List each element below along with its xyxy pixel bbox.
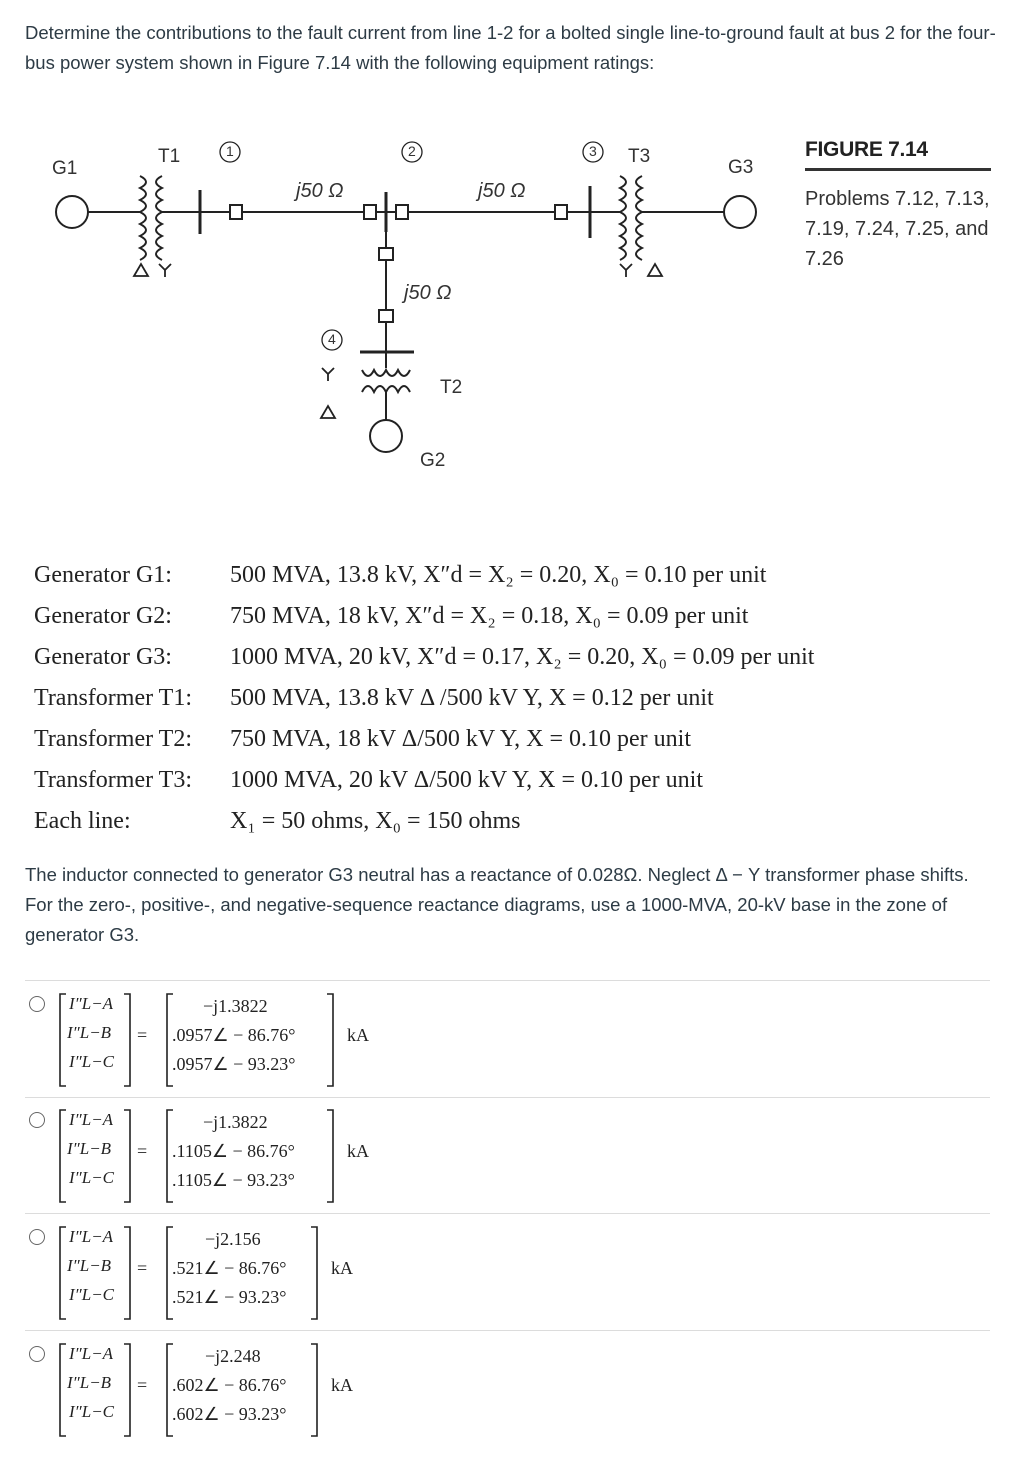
vector-label: I″L−C xyxy=(69,1285,115,1304)
matrix-entry: .1105∠ − 86.76° xyxy=(172,1141,295,1161)
matrix-entry: .0957∠ − 93.23° xyxy=(172,1054,296,1074)
spec-label: Generator G1: xyxy=(34,562,172,588)
line-24-reactance: j50 Ω xyxy=(404,282,452,304)
answer-option[interactable] xyxy=(25,1108,985,1208)
equals-sign: = xyxy=(137,1025,148,1045)
matrix-entry: −j1.3822 xyxy=(203,996,268,1016)
vector-label: I″L−A xyxy=(69,1110,114,1129)
answer-option[interactable] xyxy=(25,992,985,1092)
matrix-entry: −j2.248 xyxy=(205,1346,261,1366)
spec-value: 500 MVA, 13.8 kV, X″d = X₂ = 0.20, X₀ = 0.10 per unit xyxy=(230,562,767,588)
problem-note: The inductor connected to generator G3 neutral has a reactance of 0.028Ω. Neglect Δ − Y transformer phase shifts. For the zero-, positive-, and negative-sequence reactance diagrams, use a 1000-MVA, 20-kV base in the zone of generator G3. xyxy=(25,864,969,945)
vector-label: I″L−C xyxy=(69,1052,115,1071)
spec-value: 750 MVA, 18 kV Δ/500 kV Y, X = 0.10 per unit xyxy=(230,726,692,752)
equals-sign: = xyxy=(137,1141,148,1161)
question-text: Determine the contributions to the fault current from line 1-2 for a bolted single line-to-ground fault at bus 2 for the four-bus power system shown in Figure 7.14 with the following equipment ratings: xyxy=(25,22,996,73)
g3-symbol xyxy=(724,196,756,228)
spec-value: 1000 MVA, 20 kV Δ/500 kV Y, X = 0.10 per unit xyxy=(230,767,704,793)
matrix-entry: −j2.156 xyxy=(205,1229,261,1249)
spec-label: Transformer T1: xyxy=(34,685,192,711)
matrix-entry: .0957∠ − 86.76° xyxy=(172,1025,296,1045)
g1-symbol xyxy=(56,196,88,228)
bus-1-label: 1 xyxy=(226,143,234,159)
answer-radio[interactable] xyxy=(29,1112,45,1128)
answer-option[interactable] xyxy=(25,1225,985,1325)
unit-label: kA xyxy=(331,1258,353,1278)
t1-label: T1 xyxy=(158,146,181,167)
answer-radio[interactable] xyxy=(29,996,45,1012)
vector-label: I″L−C xyxy=(69,1402,115,1421)
equals-sign: = xyxy=(137,1258,148,1278)
figure-title-rule xyxy=(805,168,991,171)
answer-option[interactable] xyxy=(25,1342,985,1442)
unit-label: kA xyxy=(347,1141,369,1161)
t1-symbol xyxy=(140,176,146,260)
spec-value: 500 MVA, 13.8 kV Δ /500 kV Y, X = 0.12 per unit xyxy=(230,685,714,711)
bus-2-label: 2 xyxy=(408,143,416,159)
line-12-reactance: j50 Ω xyxy=(296,180,344,202)
matrix-entry: .521∠ − 93.23° xyxy=(172,1287,287,1307)
divider xyxy=(25,1213,990,1214)
vector-label: I″L−A xyxy=(69,1227,114,1246)
divider xyxy=(25,1097,990,1098)
vector-label: I″L−A xyxy=(69,994,114,1013)
spec-value: 750 MVA, 18 kV, X″d = X₂ = 0.18, X₀ = 0.09 per unit xyxy=(230,603,749,629)
answer-radio[interactable] xyxy=(29,1346,45,1362)
matrix-entry: .602∠ − 86.76° xyxy=(172,1375,287,1395)
spec-label: Generator G3: xyxy=(34,644,172,670)
spec-value: 1000 MVA, 20 kV, X″d = 0.17, X₂ = 0.20, X₀ = 0.09 per unit xyxy=(230,644,815,670)
one-line-diagram xyxy=(30,130,800,490)
spec-label: Generator G2: xyxy=(34,603,172,629)
vector-label: I″L−B xyxy=(67,1373,112,1392)
spec-value: X₁ = 50 ohms, X₀ = 150 ohms xyxy=(230,808,521,834)
matrix-entry: .602∠ − 93.23° xyxy=(172,1404,287,1424)
answer-radio[interactable] xyxy=(29,1229,45,1245)
vector-label: I″L−B xyxy=(67,1139,112,1158)
g3-label: G3 xyxy=(728,157,754,178)
vector-label: I″L−B xyxy=(67,1023,112,1042)
vector-label: I″L−A xyxy=(69,1344,114,1363)
vector-label: I″L−C xyxy=(69,1168,115,1187)
g2-label: G2 xyxy=(420,450,446,471)
vector-label: I″L−B xyxy=(67,1256,112,1275)
figure-title: FIGURE 7.14 xyxy=(805,138,928,161)
t2-label: T2 xyxy=(440,377,463,398)
t3-label: T3 xyxy=(628,146,651,167)
matrix-entry: .521∠ − 86.76° xyxy=(172,1258,287,1278)
equals-sign: = xyxy=(137,1375,148,1395)
t3-symbol xyxy=(620,176,626,260)
g2-symbol xyxy=(370,420,402,452)
figure-caption: Problems 7.12, 7.13, 7.19, 7.24, 7.25, and 7.26 xyxy=(805,188,990,270)
spec-label: Transformer T3: xyxy=(34,767,192,793)
spec-label: Each line: xyxy=(34,808,131,834)
divider xyxy=(25,980,990,981)
matrix-entry: −j1.3822 xyxy=(203,1112,268,1132)
line-23-reactance: j50 Ω xyxy=(478,180,526,202)
spec-label: Transformer T2: xyxy=(34,726,192,752)
matrix-entry: .1105∠ − 93.23° xyxy=(172,1170,295,1190)
bus-3-label: 3 xyxy=(589,143,597,159)
unit-label: kA xyxy=(347,1025,369,1045)
bus-4-label: 4 xyxy=(328,331,336,347)
divider xyxy=(25,1330,990,1331)
t2-symbol xyxy=(362,370,410,376)
g1-label: G1 xyxy=(52,158,78,179)
unit-label: kA xyxy=(331,1375,353,1395)
